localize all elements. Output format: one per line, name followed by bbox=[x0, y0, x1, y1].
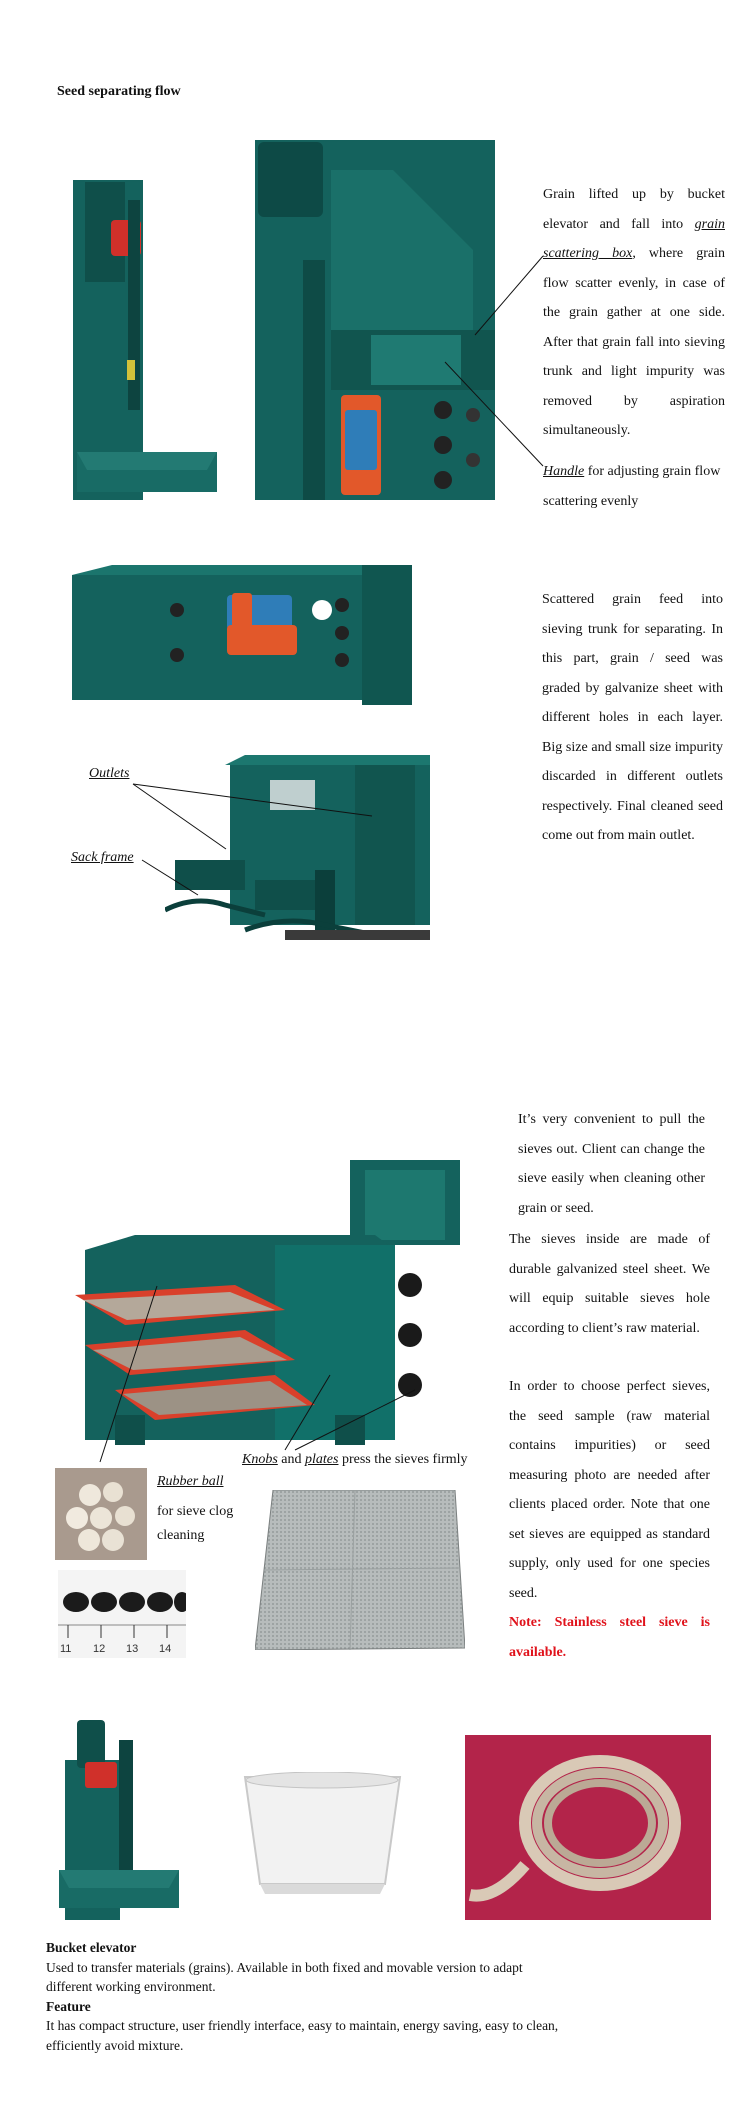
rubber-ball-photo bbox=[55, 1468, 147, 1560]
rubber-ball-caption: for sieve clog cleaning bbox=[157, 1504, 234, 1543]
pull-sieves-text: It’s very convenient to pull the sieves out. Client can change the sieve easily when cleaning other grain or seed. bbox=[518, 1112, 705, 1216]
plates-label: plates bbox=[305, 1452, 339, 1467]
knobs-label: Knobs bbox=[242, 1452, 278, 1467]
page-title: Seed separating flow bbox=[57, 84, 181, 99]
handle-label: Handle bbox=[543, 464, 585, 479]
knobs-plates-caption: Knobs and plates press the sieves firmly bbox=[242, 1452, 468, 1467]
sieving-trunk-photo bbox=[72, 565, 412, 705]
rubber-ball-label: Rubber ball bbox=[157, 1474, 224, 1489]
section2-description: Scattered grain feed into sieving trunk for separating. In this part, grain / seed was graded by galvanize sheet with different holes in each layer. Big size and small size impurity discarded in different outlets respectively. Final cleaned seed come out from main outlet. bbox=[542, 592, 723, 843]
handle-description: Handle for adjusting grain flow scattering evenly bbox=[543, 464, 721, 509]
choose-sieves-text: In order to choose perfect sieves, the seed sample (raw material contains impurities) or seed measuring photo are needed after clients placed order. Note that one set sieves are equipped as standard supply, only used for one species seed. bbox=[509, 1379, 710, 1601]
bucket-elevator-heading: Bucket elevator bbox=[46, 1940, 137, 1955]
bucket-elevator-photo bbox=[57, 1720, 179, 1920]
section1-description: Grain lifted up by bucket elevator and fall into grain scattering box, where grain flow scatter evenly, in case of the grain gather at one side. After that grain fall into sieving trunk and light impurity was removed by aspiration simultaneously. bbox=[543, 187, 725, 438]
sack-frame-label: Sack frame bbox=[71, 850, 134, 865]
sieves-material-text: The sieves inside are made of durable galvanized steel sheet. We will equip suitable sieves hole according to client’s raw material. bbox=[509, 1232, 710, 1336]
ruler-number: 13 bbox=[126, 1643, 139, 1655]
sieve-sheet-photo bbox=[255, 1490, 465, 1650]
grain-scattering-box-label: grain scattering box bbox=[543, 216, 725, 261]
pointer-lines-section3 bbox=[0, 1150, 500, 1470]
bucket-elevator-section bbox=[46, 1938, 566, 2056]
elevator-belt-photo bbox=[465, 1735, 711, 1920]
bucket-elevator-description: Used to transfer materials (grains). Available in both fixed and movable version to adapt different working environment. bbox=[46, 1959, 523, 1995]
stainless-note: Note: Stainless steel sieve is available. bbox=[509, 1615, 710, 1660]
outlets-label: Outlets bbox=[89, 766, 130, 781]
feature-description: It has compact structure, user friendly interface, easy to maintain, energy saving, easy to clean, efficiently avoid mixture. bbox=[46, 2018, 559, 2053]
ruler-number: 11 bbox=[60, 1643, 72, 1655]
ruler-number: 14 bbox=[159, 1643, 172, 1655]
elevator-bucket-photo bbox=[240, 1772, 405, 1898]
feature-heading: Feature bbox=[46, 1998, 91, 2014]
ruler-number: 12 bbox=[93, 1643, 106, 1655]
seed-measuring-photo bbox=[58, 1570, 186, 1658]
